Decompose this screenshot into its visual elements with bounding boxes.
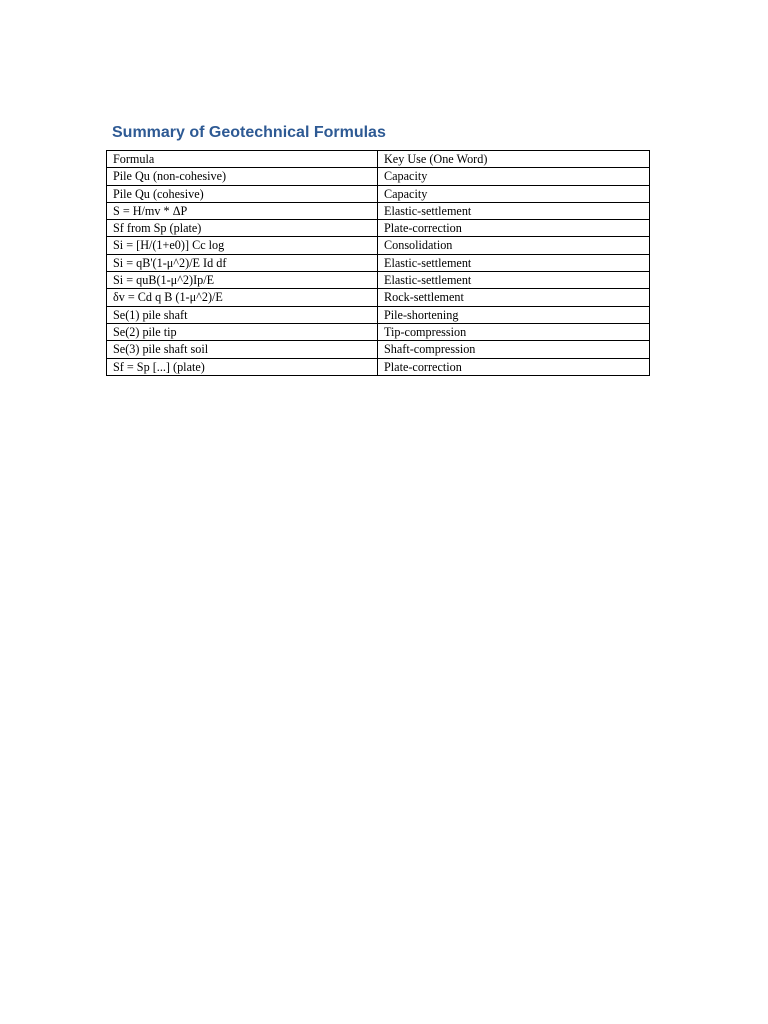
table-row xyxy=(107,237,650,254)
formula-table xyxy=(106,150,650,376)
table-row xyxy=(107,341,650,358)
header-key-use: Key Use (One Word) xyxy=(378,151,650,168)
key-use-cell: Plate-correction xyxy=(378,220,650,237)
key-use-cell: Elastic-settlement xyxy=(378,202,650,219)
table-row xyxy=(107,289,650,306)
key-use-cell: Rock-settlement xyxy=(378,289,650,306)
table-row xyxy=(107,358,650,375)
table-row xyxy=(107,220,650,237)
table-row xyxy=(107,272,650,289)
formula-cell: Pile Qu (cohesive) xyxy=(107,185,378,202)
key-use-cell: Pile-shortening xyxy=(378,306,650,323)
formula-cell: Si = quB(1-μ^2)Ip/E xyxy=(107,272,378,289)
formula-cell: Pile Qu (non-cohesive) xyxy=(107,168,378,185)
formula-cell: Sf = Sp [...] (plate) xyxy=(107,358,378,375)
key-use-cell: Capacity xyxy=(378,168,650,185)
table-row xyxy=(107,202,650,219)
key-use-cell: Capacity xyxy=(378,185,650,202)
key-use-cell: Elastic-settlement xyxy=(378,254,650,271)
key-use-cell: Shaft-compression xyxy=(378,341,650,358)
formula-cell: Se(1) pile shaft xyxy=(107,306,378,323)
header-formula: Formula xyxy=(107,151,378,168)
formula-cell: Se(3) pile shaft soil xyxy=(107,341,378,358)
table-row xyxy=(107,185,650,202)
table-row xyxy=(107,254,650,271)
key-use-cell: Plate-correction xyxy=(378,358,650,375)
table-header-row xyxy=(107,151,650,168)
key-use-cell: Tip-compression xyxy=(378,323,650,340)
document-title: Summary of Geotechnical Formulas xyxy=(112,124,386,141)
formula-cell: Si = qB'(1-μ^2)/E Id df xyxy=(107,254,378,271)
key-use-cell: Elastic-settlement xyxy=(378,272,650,289)
formula-cell: S = H/mv * ΔP xyxy=(107,202,378,219)
table-row xyxy=(107,323,650,340)
key-use-cell: Consolidation xyxy=(378,237,650,254)
table-row xyxy=(107,168,650,185)
formula-cell: δv = Cd q B (1-μ^2)/E xyxy=(107,289,378,306)
formula-cell: Sf from Sp (plate) xyxy=(107,220,378,237)
formula-cell: Se(2) pile tip xyxy=(107,323,378,340)
formula-cell: Si = [H/(1+e0)] Cc log xyxy=(107,237,378,254)
table-row xyxy=(107,306,650,323)
